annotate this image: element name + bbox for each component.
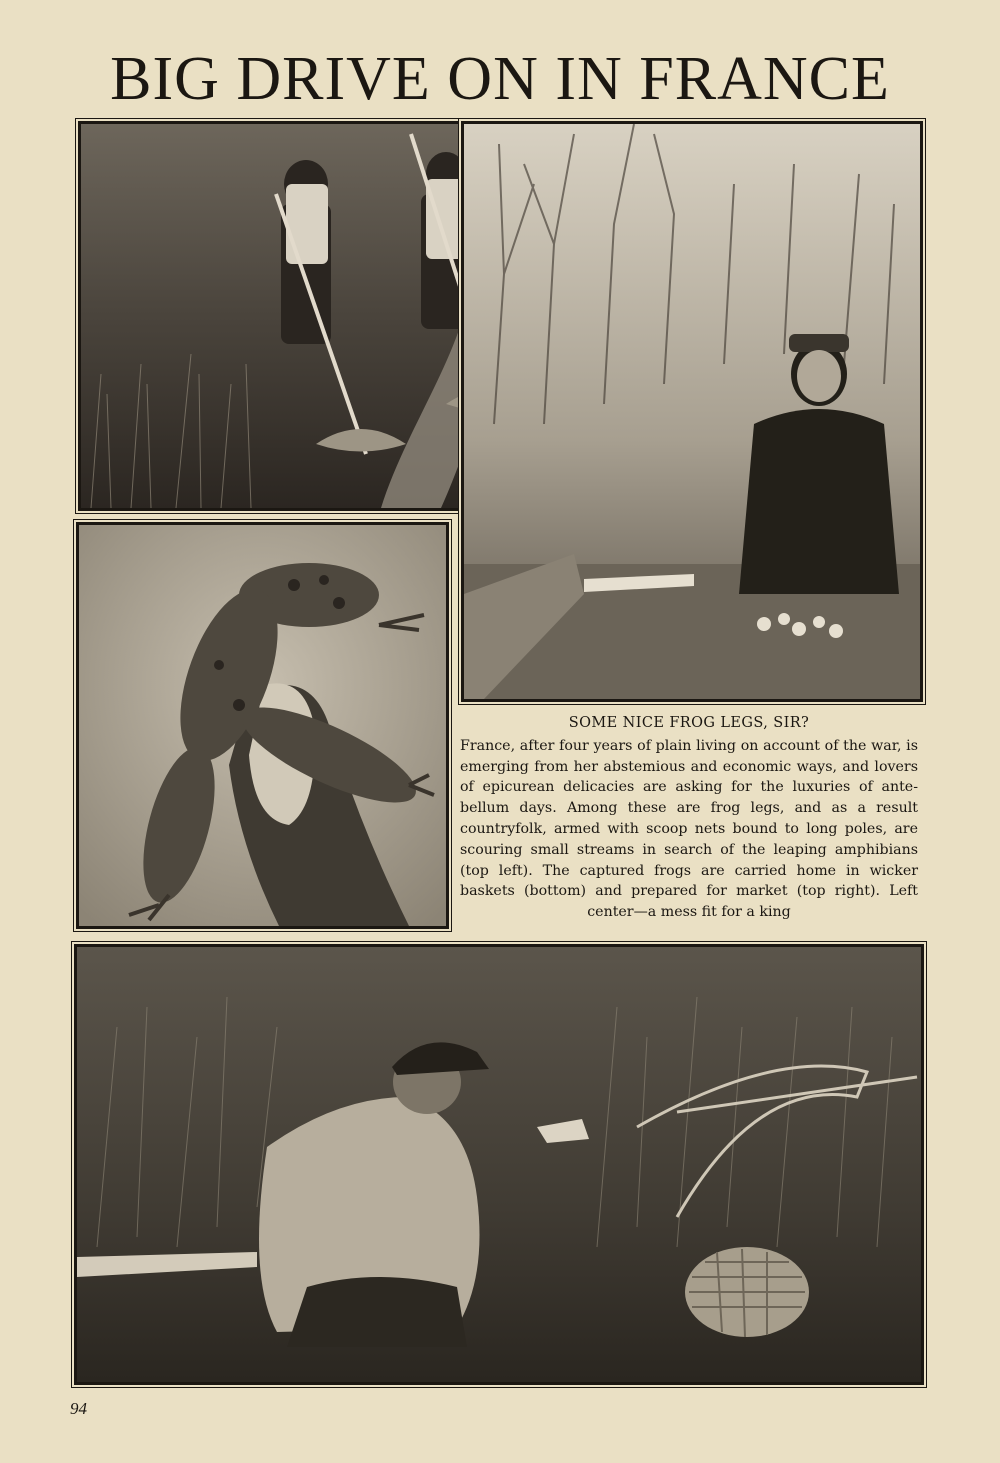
photo-frogs-in-wicker-basket (74, 944, 924, 1385)
photo-frogs-in-wicker-basket-image (77, 947, 921, 1382)
photo-frogs-prepared-for-market (461, 121, 923, 702)
photo-hand-holding-frogs-image (79, 525, 446, 926)
page-title: BIG DRIVE ON IN FRANCE (110, 45, 890, 113)
photo-hand-holding-frogs (76, 522, 449, 929)
page-number: 94 (70, 1399, 87, 1418)
photo-caption (460, 713, 918, 923)
caption-text: France, after four years of plain living on account of the war, is emerging from her abstemious and economic ways, and lovers of epicurean delicacies are asking for the luxuries of ante-bellum days. Among these are frog legs, and as a result countryfolk, armed with scoop nets bound to long poles, are scouring small streams in search of the leaping amphibians (top left). The captured frogs are carried home in wicker baskets (bottom) and prepared for market (top right). Left center—a mess fit for a king (460, 737, 918, 921)
caption-heading: SOME NICE FROG LEGS, SIR? (568, 715, 810, 731)
photo-frogs-prepared-for-market-image (464, 124, 920, 699)
